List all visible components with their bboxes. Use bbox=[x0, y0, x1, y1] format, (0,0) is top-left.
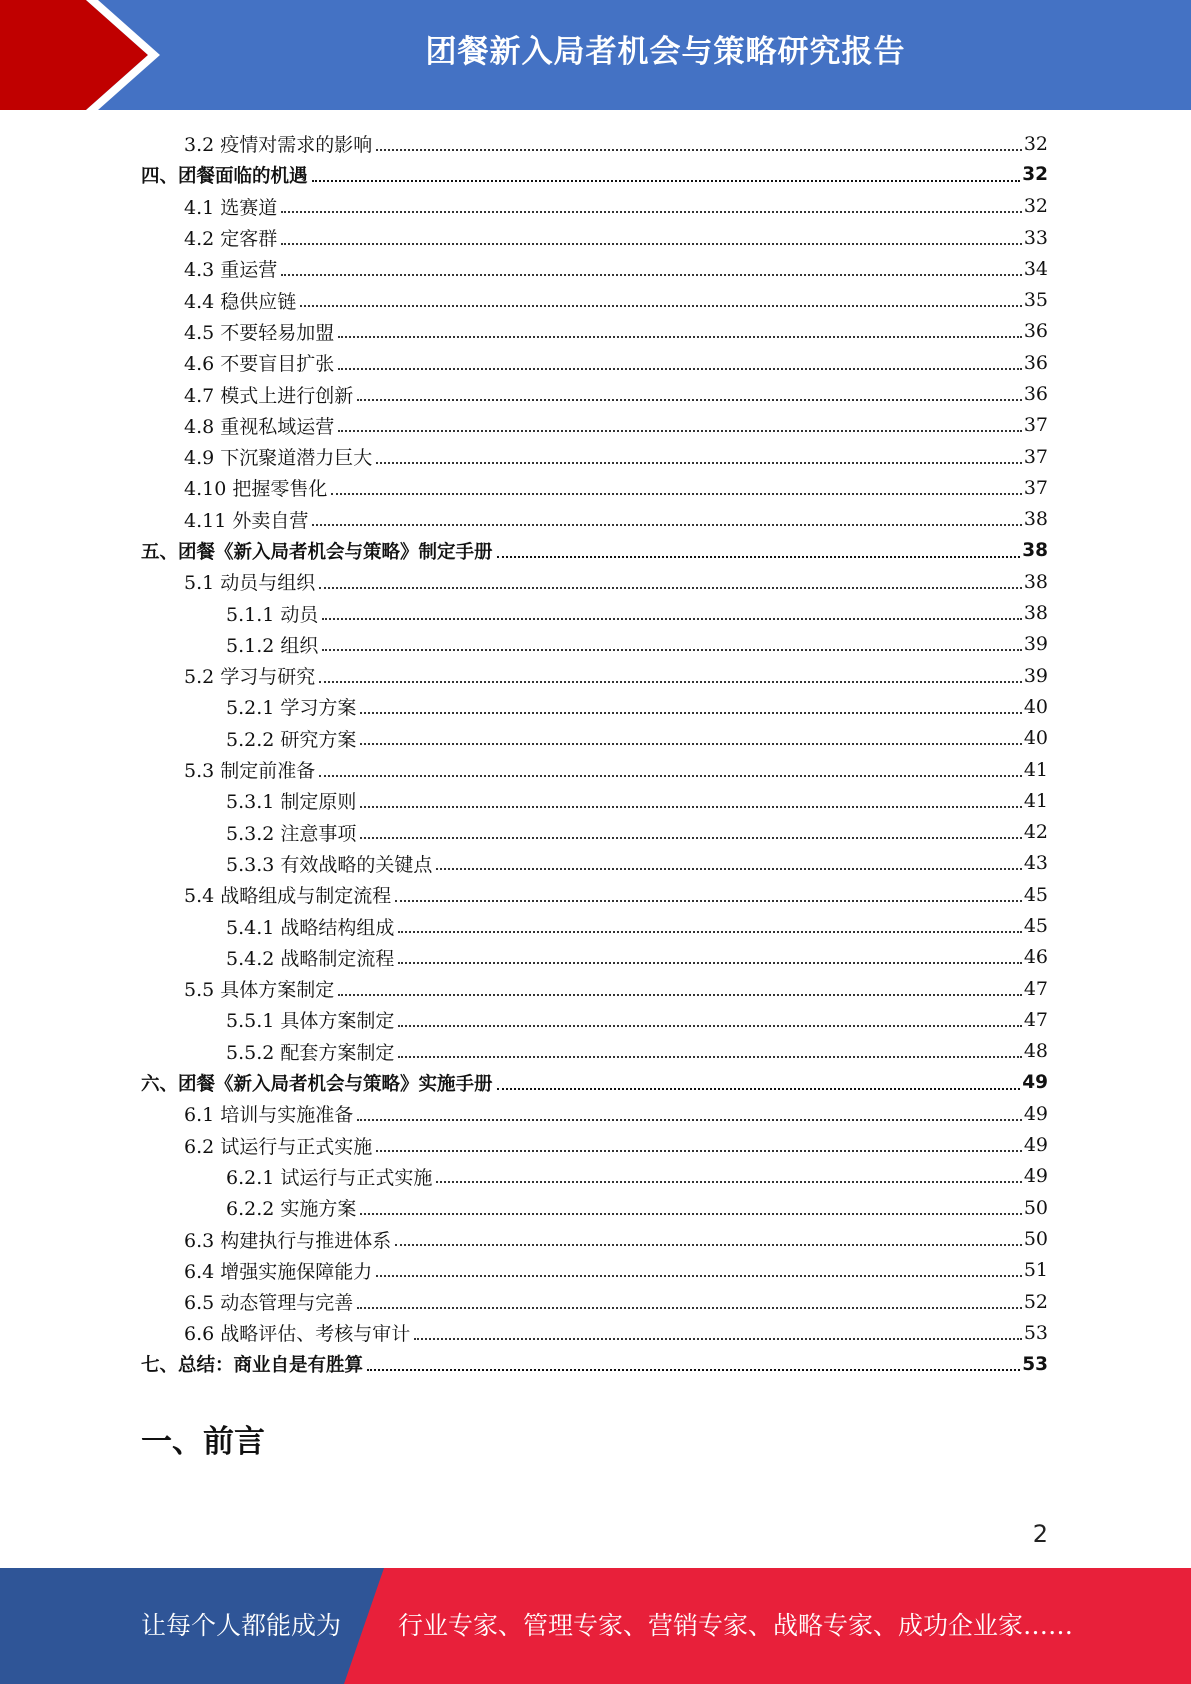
toc-entry-title: 5.3.1 制定原则 bbox=[226, 791, 357, 814]
toc-entry-title: 5.1.2 组织 bbox=[226, 634, 319, 657]
table-of-contents bbox=[141, 128, 1048, 1380]
toc-entry-title: 4.9 下沉聚道潜力巨大 bbox=[184, 447, 373, 470]
toc-entry-title: 4.4 稳供应链 bbox=[184, 290, 297, 313]
toc-entry[interactable] bbox=[141, 128, 1048, 159]
toc-entry[interactable] bbox=[141, 222, 1048, 253]
toc-entry[interactable] bbox=[141, 316, 1048, 347]
toc-entry-title: 4.5 不要轻易加盟 bbox=[184, 321, 335, 344]
toc-dot-leader bbox=[436, 868, 1021, 870]
toc-entry[interactable] bbox=[141, 159, 1048, 190]
toc-entry-title: 5.4.2 战略制定流程 bbox=[226, 947, 395, 970]
toc-dot-leader bbox=[338, 336, 1022, 338]
toc-entry-title: 5.2 学习与研究 bbox=[184, 666, 316, 689]
toc-entry-page: 42 bbox=[1023, 821, 1048, 844]
toc-dot-leader bbox=[414, 1338, 1022, 1340]
toc-entry[interactable] bbox=[141, 879, 1048, 910]
toc-dot-leader bbox=[376, 149, 1022, 151]
toc-entry-title: 4.6 不要盲目扩张 bbox=[184, 353, 335, 376]
toc-entry[interactable] bbox=[141, 1098, 1048, 1129]
toc-entry[interactable] bbox=[141, 253, 1048, 284]
toc-entry-title: 5.5.1 具体方案制定 bbox=[226, 1010, 395, 1033]
toc-dot-leader bbox=[398, 1025, 1021, 1027]
toc-entry-page: 38 bbox=[1023, 570, 1048, 593]
toc-entry[interactable] bbox=[141, 1223, 1048, 1254]
toc-entry[interactable] bbox=[141, 629, 1048, 660]
toc-dot-leader bbox=[398, 962, 1021, 964]
toc-entry-title: 5.3.2 注意事项 bbox=[226, 822, 357, 845]
toc-dot-leader bbox=[322, 618, 1021, 620]
toc-dot-leader bbox=[360, 806, 1021, 808]
toc-entry[interactable] bbox=[141, 942, 1048, 973]
toc-dot-leader bbox=[281, 274, 1022, 276]
toc-entry-title: 四、团餐面临的机遇 bbox=[141, 165, 308, 187]
toc-entry-title: 5.1 动员与组织 bbox=[184, 572, 316, 595]
toc-entry[interactable] bbox=[141, 660, 1048, 691]
toc-dot-leader bbox=[357, 1119, 1022, 1121]
toc-entry-page: 32 bbox=[1023, 132, 1048, 155]
toc-dot-leader bbox=[360, 743, 1021, 745]
page-header bbox=[0, 0, 1191, 110]
toc-dot-leader bbox=[300, 305, 1022, 307]
toc-dot-leader bbox=[367, 1369, 1020, 1371]
toc-entry[interactable] bbox=[141, 535, 1048, 566]
toc-entry-page: 53 bbox=[1023, 1321, 1048, 1344]
toc-entry-page: 36 bbox=[1023, 320, 1048, 343]
toc-entry-page: 43 bbox=[1023, 852, 1048, 875]
toc-entry-page: 35 bbox=[1023, 289, 1048, 312]
toc-entry-title: 六、团餐《新入局者机会与策略》实施手册 bbox=[141, 1073, 493, 1095]
toc-entry-page: 47 bbox=[1023, 977, 1048, 1000]
toc-entry-page: 33 bbox=[1023, 226, 1048, 249]
toc-entry-page: 45 bbox=[1023, 915, 1048, 938]
toc-entry-page: 51 bbox=[1023, 1259, 1048, 1282]
footer-slogan-right: 行业专家、管理专家、营销专家、战略专家、成功企业家…… bbox=[398, 1611, 1074, 1640]
toc-entry-title: 6.3 构建执行与推进体系 bbox=[184, 1229, 392, 1252]
toc-entry-title: 5.5 具体方案制定 bbox=[184, 979, 335, 1002]
toc-entry-title: 5.2.1 学习方案 bbox=[226, 697, 357, 720]
toc-dot-leader bbox=[319, 587, 1022, 589]
toc-dot-leader bbox=[497, 556, 1021, 558]
toc-entry[interactable] bbox=[141, 754, 1048, 785]
toc-entry-title: 6.4 增强实施保障能力 bbox=[184, 1260, 373, 1283]
toc-dot-leader bbox=[312, 180, 1021, 182]
toc-entry[interactable] bbox=[141, 1255, 1048, 1286]
toc-entry[interactable] bbox=[141, 347, 1048, 378]
toc-entry-title: 4.1 选赛道 bbox=[184, 196, 278, 219]
toc-entry[interactable] bbox=[141, 1349, 1048, 1380]
toc-dot-leader bbox=[398, 931, 1021, 933]
toc-entry[interactable] bbox=[141, 1192, 1048, 1223]
page-number: 2 bbox=[1032, 1520, 1048, 1548]
toc-dot-leader bbox=[360, 712, 1021, 714]
toc-entry-page: 41 bbox=[1023, 758, 1048, 781]
toc-entry-page: 41 bbox=[1023, 789, 1048, 812]
toc-entry[interactable] bbox=[141, 504, 1048, 535]
toc-entry[interactable] bbox=[141, 910, 1048, 941]
toc-entry[interactable] bbox=[141, 566, 1048, 597]
toc-entry-page: 38 bbox=[1022, 540, 1048, 561]
toc-entry[interactable] bbox=[141, 1036, 1048, 1067]
toc-entry-title: 4.10 把握零售化 bbox=[184, 478, 328, 501]
toc-entry-title: 5.4.1 战略结构组成 bbox=[226, 916, 395, 939]
toc-entry-page: 40 bbox=[1023, 695, 1048, 718]
toc-entry-title: 4.2 定客群 bbox=[184, 228, 278, 251]
toc-entry[interactable] bbox=[141, 817, 1048, 848]
toc-entry-page: 50 bbox=[1023, 1228, 1048, 1251]
footer-slogan-left: 让每个人都能成为 bbox=[141, 1611, 342, 1640]
toc-entry[interactable] bbox=[141, 1317, 1048, 1348]
toc-entry-page: 40 bbox=[1023, 727, 1048, 750]
toc-entry[interactable] bbox=[141, 691, 1048, 722]
toc-entry-page: 37 bbox=[1023, 476, 1048, 499]
toc-entry-page: 36 bbox=[1023, 351, 1048, 374]
toc-entry[interactable] bbox=[141, 378, 1048, 409]
toc-dot-leader bbox=[376, 1150, 1022, 1152]
toc-entry-title: 5.4 战略组成与制定流程 bbox=[184, 885, 392, 908]
toc-dot-leader bbox=[376, 1275, 1022, 1277]
toc-entry-page: 49 bbox=[1022, 1072, 1048, 1094]
toc-dot-leader bbox=[357, 1307, 1022, 1309]
toc-entry-title: 5.5.2 配套方案制定 bbox=[226, 1041, 395, 1064]
toc-entry[interactable] bbox=[141, 973, 1048, 1004]
toc-dot-leader bbox=[319, 775, 1022, 777]
toc-dot-leader bbox=[497, 1088, 1021, 1090]
toc-dot-leader bbox=[331, 493, 1021, 495]
toc-dot-leader bbox=[395, 900, 1022, 902]
page-footer bbox=[0, 1568, 1191, 1684]
toc-entry[interactable] bbox=[141, 191, 1048, 222]
toc-entry[interactable] bbox=[141, 284, 1048, 315]
toc-dot-leader bbox=[281, 243, 1022, 245]
toc-entry-page: 49 bbox=[1023, 1102, 1048, 1125]
toc-dot-leader bbox=[281, 211, 1022, 213]
toc-dot-leader bbox=[360, 837, 1021, 839]
toc-entry-title: 七、总结：商业自是有胜算 bbox=[141, 1355, 364, 1377]
toc-entry-page: 32 bbox=[1022, 164, 1048, 186]
toc-entry[interactable] bbox=[141, 785, 1048, 816]
toc-dot-leader bbox=[338, 430, 1022, 432]
toc-entry-page: 45 bbox=[1023, 883, 1048, 906]
toc-entry-page: 37 bbox=[1023, 445, 1048, 468]
toc-dot-leader bbox=[436, 1181, 1021, 1183]
toc-entry-title: 5.2.2 研究方案 bbox=[226, 728, 357, 751]
report-title: 团餐新入局者机会与策略研究报告 bbox=[425, 34, 906, 70]
toc-entry-page: 39 bbox=[1023, 664, 1048, 687]
toc-entry-page: 32 bbox=[1023, 195, 1048, 218]
toc-dot-leader bbox=[376, 462, 1022, 464]
section-heading: 一、前言 bbox=[141, 1424, 265, 1460]
toc-entry-page: 38 bbox=[1023, 602, 1048, 625]
toc-dot-leader bbox=[338, 368, 1022, 370]
toc-entry-title: 6.2.1 试运行与正式实施 bbox=[226, 1166, 433, 1189]
toc-entry-page: 50 bbox=[1023, 1196, 1048, 1219]
toc-entry-page: 37 bbox=[1023, 414, 1048, 437]
toc-entry-title: 4.3 重运营 bbox=[184, 259, 278, 282]
toc-entry[interactable] bbox=[141, 723, 1048, 754]
toc-entry-page: 39 bbox=[1023, 633, 1048, 656]
toc-entry-title: 5.3 制定前准备 bbox=[184, 760, 316, 783]
toc-entry-page: 52 bbox=[1023, 1290, 1048, 1313]
header-chevron-decoration bbox=[0, 0, 160, 110]
toc-entry-title: 6.2.2 实施方案 bbox=[226, 1198, 357, 1221]
toc-entry-page: 38 bbox=[1023, 508, 1048, 531]
toc-entry-title: 6.2 试运行与正式实施 bbox=[184, 1135, 373, 1158]
toc-entry[interactable] bbox=[141, 1130, 1048, 1161]
toc-entry-page: 53 bbox=[1022, 1353, 1048, 1375]
toc-entry-title: 4.7 模式上进行创新 bbox=[184, 384, 354, 407]
toc-entry-page: 34 bbox=[1023, 257, 1048, 280]
toc-dot-leader bbox=[322, 649, 1021, 651]
toc-entry-page: 36 bbox=[1023, 383, 1048, 406]
toc-entry-title: 6.6 战略评估、考核与审计 bbox=[184, 1323, 411, 1346]
toc-entry[interactable] bbox=[141, 848, 1048, 879]
toc-entry-page: 49 bbox=[1023, 1165, 1048, 1188]
toc-dot-leader bbox=[338, 994, 1022, 996]
toc-entry[interactable] bbox=[141, 472, 1048, 503]
toc-entry[interactable] bbox=[141, 597, 1048, 628]
toc-entry[interactable] bbox=[141, 441, 1048, 472]
toc-entry-title: 4.8 重视私域运营 bbox=[184, 415, 335, 438]
toc-dot-leader bbox=[357, 399, 1022, 401]
toc-entry-page: 47 bbox=[1023, 1008, 1048, 1031]
toc-entry-title: 6.1 培训与实施准备 bbox=[184, 1104, 354, 1127]
toc-entry-title: 5.1.1 动员 bbox=[226, 603, 319, 626]
toc-dot-leader bbox=[395, 1244, 1022, 1246]
toc-entry-title: 6.5 动态管理与完善 bbox=[184, 1292, 354, 1315]
toc-entry-page: 49 bbox=[1023, 1134, 1048, 1157]
toc-entry[interactable] bbox=[141, 1286, 1048, 1317]
toc-entry[interactable] bbox=[141, 1161, 1048, 1192]
toc-entry[interactable] bbox=[141, 1067, 1048, 1098]
toc-entry-page: 48 bbox=[1023, 1040, 1048, 1063]
toc-dot-leader bbox=[398, 1056, 1021, 1058]
toc-dot-leader bbox=[312, 524, 1021, 526]
toc-entry-title: 5.3.3 有效战略的关键点 bbox=[226, 853, 433, 876]
toc-entry-title: 3.2 疫情对需求的影响 bbox=[184, 134, 373, 157]
toc-dot-leader bbox=[360, 1213, 1021, 1215]
toc-entry-title: 4.11 外卖自营 bbox=[184, 509, 309, 532]
toc-entry-page: 46 bbox=[1023, 946, 1048, 969]
toc-entry-title: 五、团餐《新入局者机会与策略》制定手册 bbox=[141, 541, 493, 563]
toc-dot-leader bbox=[319, 681, 1022, 683]
toc-entry[interactable] bbox=[141, 410, 1048, 441]
toc-entry[interactable] bbox=[141, 1004, 1048, 1035]
